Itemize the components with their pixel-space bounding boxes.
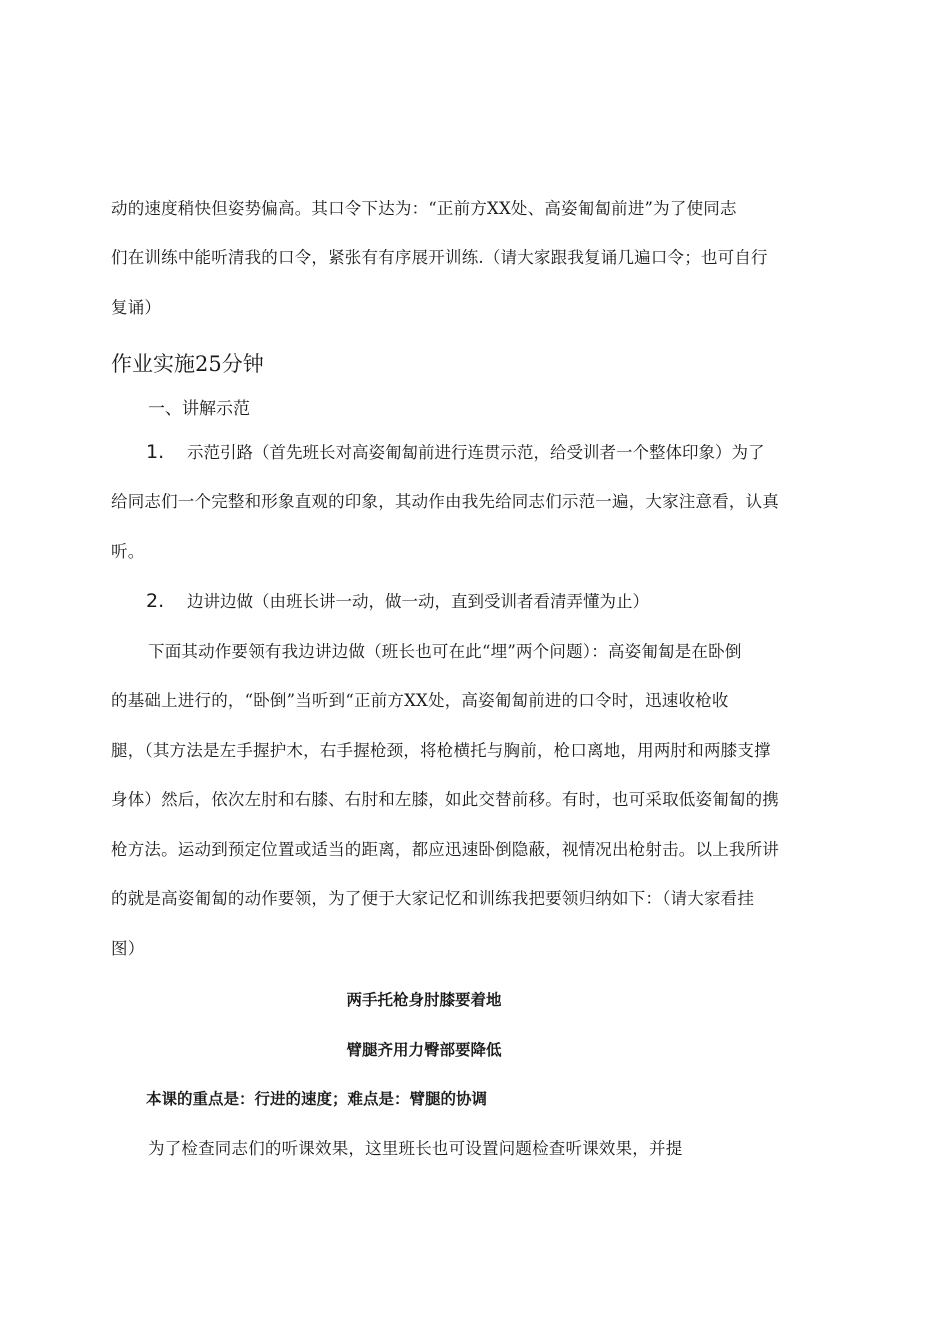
summary-line-2: 臂腿齐用力臀部要降低: [346, 1041, 502, 1059]
section-title: 作业实施25分钟: [111, 352, 264, 376]
main-paragraph-line-1: 下面其动作要领有我边讲边做（班长也可在此“埋”两个问题）：高姿匍匐是在卧倒: [148, 642, 742, 661]
main-paragraph-line-4: 身体）然后，依次左肘和右膝、右肘和左膝，如此交替前移。有时，也可采取低姿匍匐的携: [111, 790, 779, 809]
item-1-line-2: 给同志们一个完整和形象直观的印象，其动作由我先给同志们示范一遍，大家注意看，认真: [111, 492, 779, 511]
intro-line-1: 动的速度稍快但姿势偏高。其口令下达为：“正前方XX处、高姿匍匐前进”为了使同志: [111, 199, 737, 218]
subsection-title: 一、讲解示范: [148, 399, 250, 419]
intro-line-3: 复诵）: [111, 298, 162, 317]
item-1-first-line: 示范引路（首先班长对高姿匍匐前进行连贯示范，给受训者一个整体印象）为了: [187, 443, 765, 462]
main-paragraph-line-7: 图）: [111, 939, 145, 958]
main-paragraph-line-3: 腿，（其方法是左手握护木，右手握枪颈，将枪横托与胸前，枪口离地，用两肘和两膝支撑: [111, 741, 771, 760]
closing-line: 为了检查同志们的听课效果，这里班长也可设置问题检查听课效果，并提: [148, 1139, 683, 1158]
main-paragraph-line-2: 的基础上进行的，“卧倒”当听到“正前方XX处，高姿匍匐前进的口令时，迅速收枪收: [111, 691, 729, 710]
main-paragraph-line-6: 的就是高姿匍匐的动作要领，为了便于大家记忆和训练我把要领归纳如下：（请大家看挂: [111, 889, 755, 908]
key-points: 本课的重点是：行进的速度；难点是：臂腿的协调: [146, 1090, 488, 1108]
item-1-number: 1.: [146, 441, 165, 463]
item-1-line-3: 听。: [111, 542, 145, 561]
intro-line-2: 们在训练中能听清我的口令，紧张有有序展开训练.（请大家跟我复诵几遍口令；也可自行: [111, 248, 768, 267]
item-2-number: 2.: [146, 590, 165, 612]
item-2-first-line: 边讲边做（由班长讲一动，做一动，直到受训者看清弄懂为止）: [187, 592, 649, 611]
summary-line-1: 两手托枪身肘膝要着地: [346, 991, 502, 1009]
main-paragraph-line-5: 枪方法。运动到预定位置或适当的距离，都应迅速卧倒隐蔽，视情况出枪射击。以上我所讲: [111, 840, 779, 859]
